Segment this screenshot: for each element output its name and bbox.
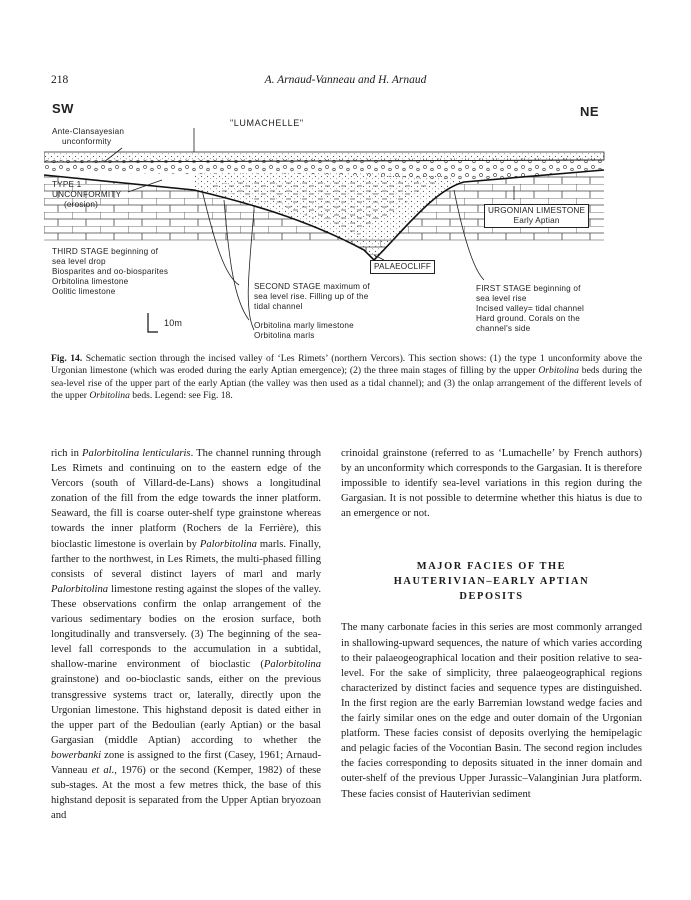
ante-line-1: Ante-Clansayesian: [52, 127, 125, 136]
urgonian-line-1: URGONIAN LIMESTONE: [488, 206, 586, 215]
first-line-1: FIRST STAGE beginning of: [476, 284, 581, 293]
orbitolina-line-2: Orbitolina marls: [254, 331, 315, 340]
running-title: A. Arnaud-Vanneau and H. Arnaud: [264, 74, 427, 86]
page-header: [0, 74, 691, 90]
left-italic-4: Palorbitolina: [263, 659, 321, 671]
left-text-3: marls. Finally, farther to the northwest, in Les Rimets, the multi-phased filling consists of several distinct layers of marl and marly: [51, 538, 321, 580]
left-italic-2: Palorbitolina: [199, 538, 257, 550]
second-line-1: SECOND STAGE maximum of: [254, 282, 370, 291]
third-line-2: sea level drop: [52, 257, 106, 266]
first-line-3: Incised valley= tidal channel: [476, 304, 584, 313]
type1-unconformity-label: [52, 180, 121, 210]
caption-label: Fig. 14.: [51, 353, 83, 364]
left-italic-1: Palorbitolina lenticularis: [82, 448, 191, 459]
second-line-3: tidal channel: [254, 302, 303, 311]
lumachelle-label: "LUMACHELLE": [230, 118, 304, 128]
palaeocliff-label: PALAEOCLIFF: [370, 260, 435, 274]
left-text-4: limestone resting against the slopes of the valley. These observations confirm the onlap arrangement of the various sedimentary bodies on the erosion surface, both longitudinally and transversely. (3) The beginning of the sea-level fall corresponds to the accumulation in a subtidal, shallow-marine environment of bioclastic (: [51, 583, 321, 671]
caption-text-1: Schematic section through the incised valley of ‘Les Rimets’ (northern Vercors). This section shows: (1) the type 1 unconformity above the Urgonian limestone (which was eroded during the early Aptian emergence); (2) the three main stages of filling by the upper: [51, 353, 642, 377]
left-column: [51, 446, 321, 823]
figure-caption: [51, 353, 642, 402]
heading-line-1: MAJOR FACIES OF THE: [416, 561, 567, 573]
second-stage-label: [254, 282, 370, 312]
ante-line-2: unconformity: [62, 137, 112, 146]
ante-clansayesian-label: [52, 127, 124, 147]
left-text-7: , 1976) or the second (Kemper, 1982) of these sub-stages. At the most a few metres thick, the base of this highstand deposit is separated from the Upper Aptian bryozoan and: [51, 764, 322, 822]
first-line-4: Hard ground. Corals on the: [476, 314, 580, 323]
type1-line-2: UNCONFORMITY: [52, 190, 122, 199]
left-text-2: . The channel running through Les Rimets and continuing on to the eastern edge of the Vercors (south of Villard-de-Lans) shows a longitudinal zonation of the fill from the edge towards the inner platform. Seaward, the fill is coarse outer-shelf type grainstone whereas towards the inner platform (Rochers de la Ferrière), this bioclastic limestone is overlain by: [51, 448, 321, 550]
page-number: 218: [51, 74, 69, 86]
urgonian-limestone-label: [484, 204, 589, 228]
caption-italic-2: Orbitolina: [89, 389, 130, 401]
orbitolina-line-1: Orbitolina marly limestone: [254, 321, 354, 330]
ne-label: NE: [580, 104, 600, 119]
type1-line-1: TYPE 1: [52, 180, 82, 189]
third-line-3: Biosparites and oo-biosparites: [52, 267, 169, 276]
second-line-2: sea level rise. Filling up of the: [254, 292, 369, 301]
figure-14: [44, 100, 654, 345]
heading-line-3: DEPOSITS: [459, 591, 524, 603]
left-italic-3: Palorbitolina: [51, 583, 109, 595]
left-italic-5: bowerbanki: [51, 749, 102, 761]
left-text-5: grainstone) and oo-bioclastic sands, either on the previous transgressive systems tract or, laterally, directly upon the Urgonian limestone. This highstand deposit is dated either in the upper part of the Bedoulian (early Aptian) or the basal Gargasian (middle Aptian) according to whether the: [51, 674, 321, 746]
caption-text-2: beds during the sea-level rise of the upper part of the early Aptian (the valley was then used as a tidal channel); and (3) the onlap arrangement of the different levels of the upper: [51, 365, 642, 401]
right-paragraph-2: The many carbonate facies in this series are most commonly arranged in shallowing-upward sequences, the nature of which varies according to their palaeogeographical location and their position relative to sea-level. For the sake of simplicity, three palaeogeographical regions characterized by distinct facies and sequence types are distinguished. In the first region are the early Barremian lowstand wedge facies and the fairly similar ones on the edge and outer domain of the Urgonian platform. These facies consist of deposits overlying the hemipelagic and pelagic facies of the Vocontian Basin. The second region includes the facies corresponding to deposits situated in the inner domain and outer-shelf of the previous Upper Jurassic–Valanginian Jura platform. These facies consist of Hauterivian sediment: [341, 622, 642, 800]
left-text-1: rich in: [51, 448, 83, 459]
first-stage-label: [476, 284, 584, 334]
orbitolina-label: [254, 321, 354, 341]
third-line-5: Oolitic limestone: [52, 287, 116, 296]
left-text-6: zone is assigned to the first (Casey, 1961; Arnaud-Vanneau: [51, 749, 321, 776]
third-line-1: THIRD STAGE beginning of: [52, 247, 159, 256]
heading-line-2: HAUTERIVIAN–EARLY APTIAN: [393, 576, 590, 588]
third-line-4: Orbitolina limestone: [52, 277, 129, 286]
right-paragraph-1: crinoidal grainstone (referred to as ‘Lumachelle’ by French authors) by an unconformity which corresponds to the Gargasian. It is therefore impossible to identify sea-level variations in this region during the Gargasian. It is not possible to determine whether this hiatus is due to an emergence or not.: [341, 448, 642, 520]
section-heading: [341, 559, 642, 604]
scale-label: 10m: [164, 318, 183, 328]
type1-line-3: (erosion): [64, 200, 99, 209]
third-stage-label: [52, 247, 168, 297]
left-italic-6: et al.: [91, 764, 115, 776]
left-paragraph: [51, 446, 321, 823]
right-column: [341, 446, 642, 802]
scale-bar: [148, 313, 158, 332]
caption-text-3: beds. Legend: see Fig. 18.: [129, 389, 233, 401]
sw-label: SW: [52, 101, 74, 116]
caption-italic-1: Orbitolina: [538, 365, 579, 377]
first-line-5: channel's side: [476, 324, 531, 333]
first-line-2: sea level rise: [476, 294, 527, 303]
urgonian-line-2: Early Aptian: [513, 216, 560, 225]
